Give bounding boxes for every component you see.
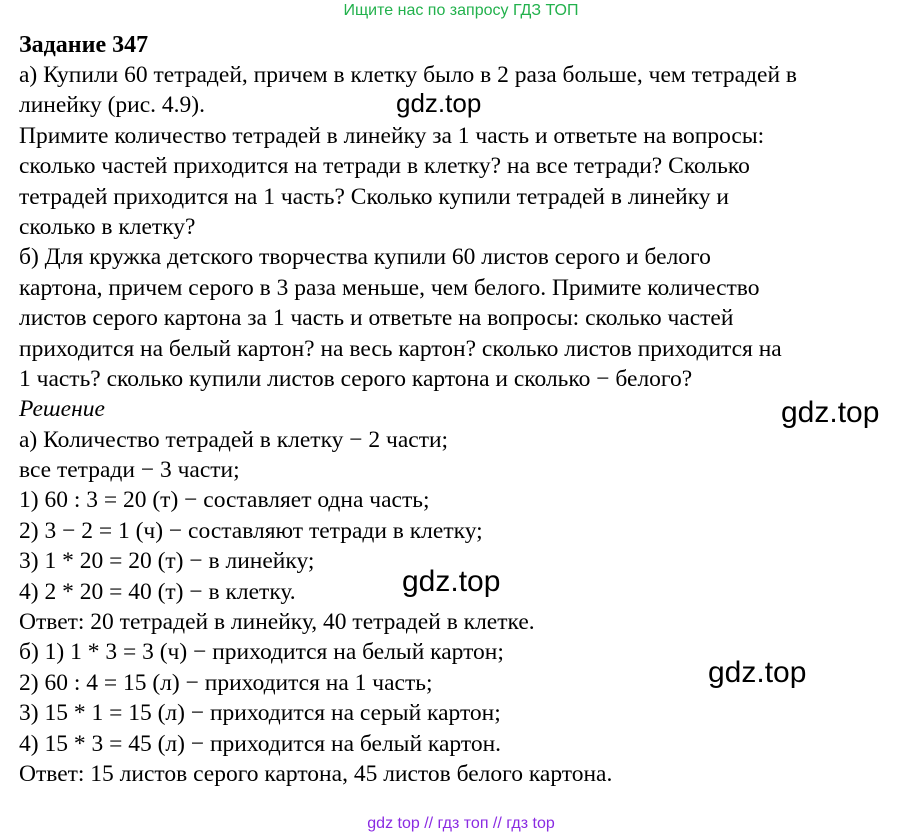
- footer-links: gdz top // гдз топ // гдз top: [367, 815, 555, 832]
- watermark: gdz.top: [396, 88, 482, 118]
- task-title: Задание 347: [19, 32, 149, 58]
- watermark: gdz.top: [402, 565, 501, 598]
- solution-line: 4) 15 * 3 = 45 (л) − приходится на белый картон.: [19, 730, 502, 757]
- solution-heading: Решение: [19, 396, 105, 423]
- text-line: картона, причем серого в 3 раза меньше, чем белого. Примите количество: [19, 274, 760, 301]
- watermark: gdz.top: [708, 656, 807, 689]
- solution-line: 2) 60 : 4 = 15 (л) − приходится на 1 часть;: [19, 669, 433, 696]
- solution-line: 1) 60 : 3 = 20 (т) − составляет одна часть;: [19, 487, 430, 514]
- answer-line: Ответ: 20 тетрадей в линейку, 40 тетрадей в клетке.: [19, 609, 535, 636]
- solution-line: 4) 2 * 20 = 40 (т) − в клетку.: [19, 578, 296, 605]
- solution-line: б) 1) 1 * 3 = 3 (ч) − приходится на белый картон;: [19, 639, 504, 666]
- solution-line: 2) 3 − 2 = 1 (ч) − составляют тетради в клетку;: [19, 517, 483, 544]
- text-line: тетрадей приходится на 1 часть? Сколько купили тетрадей в линейку и: [19, 183, 730, 210]
- text-line: а) Купили 60 тетрадей, причем в клетку было в 2 раза больше, чем тетрадей в: [19, 62, 798, 88]
- search-banner: Ищите нас по запросу ГДЗ ТОП: [343, 2, 579, 19]
- text-line: сколько в клетку?: [19, 213, 196, 240]
- watermark: gdz.top: [781, 396, 880, 429]
- text-line: приходится на белый картон? на весь картон? сколько листов приходится на: [19, 335, 782, 362]
- answer-line: Ответ: 15 листов серого картона, 45 листов белого картона.: [19, 760, 613, 787]
- text-line: б) Для кружка детского творчества купили 60 листов серого и белого: [19, 244, 711, 271]
- text-line: линейку (рис. 4.9).: [19, 92, 206, 119]
- solution-line: а) Количество тетрадей в клетку − 2 части;: [19, 426, 449, 453]
- text-line: Примите количество тетрадей в линейку за 1 часть и ответьте на вопросы:: [19, 122, 765, 149]
- text-line: сколько частей приходится на тетради в клетку? на все тетради? Сколько: [19, 153, 750, 180]
- solution-line: 3) 1 * 20 = 20 (т) − в линейку;: [19, 548, 315, 575]
- text-line: листов серого картона за 1 часть и ответьте на вопросы: сколько частей: [19, 305, 734, 332]
- text-line: 1 часть? сколько купили листов серого картона и сколько − белого?: [19, 365, 693, 392]
- solution-line: все тетради − 3 части;: [19, 457, 240, 484]
- solution-line: 3) 15 * 1 = 15 (л) − приходится на серый картон;: [19, 700, 501, 727]
